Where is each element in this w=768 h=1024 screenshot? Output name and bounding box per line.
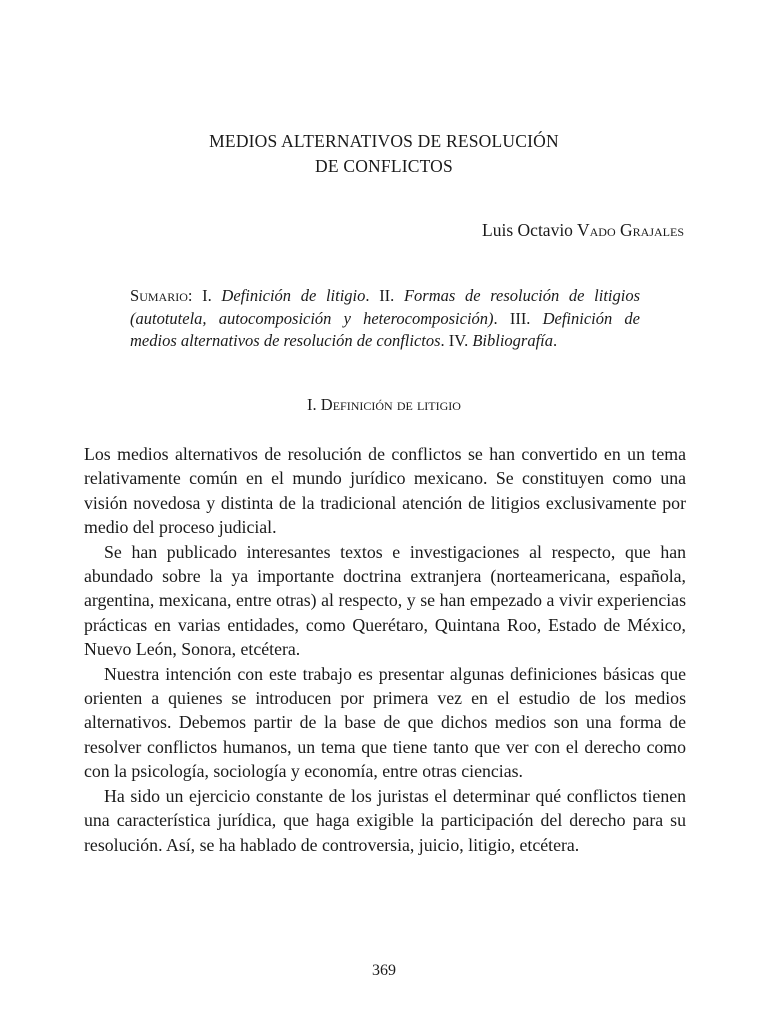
summary-label-initial: S [130,286,140,305]
summary-block [130,285,640,353]
summary-label-rest: umario [139,286,188,305]
body-paragraph: Se han publicado interesantes textos e investigaciones al respecto, que han abundado sobre la ya importante doctrina extranjera (norteamericana, española, argentina, mexicana, entre otras) al respecto, y se han empezado a vivir experiencias prácticas en varias entidades, como Querétaro, Quintana Roo, Estado de México, Nuevo León, Sonora, etcétera. [84,541,686,660]
summary-item-number: IV. [448,331,473,350]
body-paragraph: Ha sido un ejercicio constante de los juristas el determinar qué conflictos tienen una característica jurídica, que haga exigible la participación del derecho para su resolución. Así, se ha hablado de controversia, juicio, litigio, etcétera. [84,785,686,855]
summary-item-number: III. [509,308,543,328]
body-paragraph: Los medios alternativos de resolución de conflictos se han convertido en un tema relativamente común en el mundo jurídico mexicano. Se constituyen como una visión novedosa y distinta de la tradicional atención de litigios exclusivamente por medio del proceso judicial. [84,444,686,538]
page-number: 369 [372,962,396,979]
author-given-name: Luis Octavio [482,220,577,240]
summary-item-separator: . [553,331,558,350]
summary-item-separator: . [365,286,380,305]
summary-item-separator: . [440,331,449,350]
author-surname-1-rest: ado [589,220,616,240]
summary-item-separator: . [493,308,510,328]
page-title [84,129,684,179]
body-text [84,442,686,857]
title-line-2: DE CONFLICTOS [315,156,453,176]
body-paragraph: Nuestra intención con este trabajo es presentar algunas definiciones básicas que orienten a quienes se introducen por primera vez en el estudio de los medios alternativos. Debemos partir de la base de que dichos medios son una forma de resolver conflictos humanos, un tema que tiene tanto que ver con el derecho como con la psicología, sociología y economía, entre otras ciencias. [84,663,686,782]
author-name [482,217,684,243]
title-line-1: MEDIOS ALTERNATIVOS DE RESOLUCIÓN [209,131,559,151]
section-heading: I. Definición de litigio [307,395,461,414]
summary-item-number: I. [202,286,222,305]
summary-colon: : [187,286,203,305]
author-surname-2-initial: G [620,220,633,240]
author-surname-1-initial: V [577,220,590,240]
summary-item-title: Definición de litigio [221,286,366,305]
summary-item-title: Formas de resolución de litigios (autotutela, autocomposición y heterocomposición) [130,286,640,328]
summary-item-title: Definición de medios alternativos de resolución de conflictos [130,308,640,350]
summary-item-title: Bibliografía [472,331,554,350]
summary-item-number: II. [379,286,404,305]
author-surname-2-rest: rajales [632,220,684,240]
